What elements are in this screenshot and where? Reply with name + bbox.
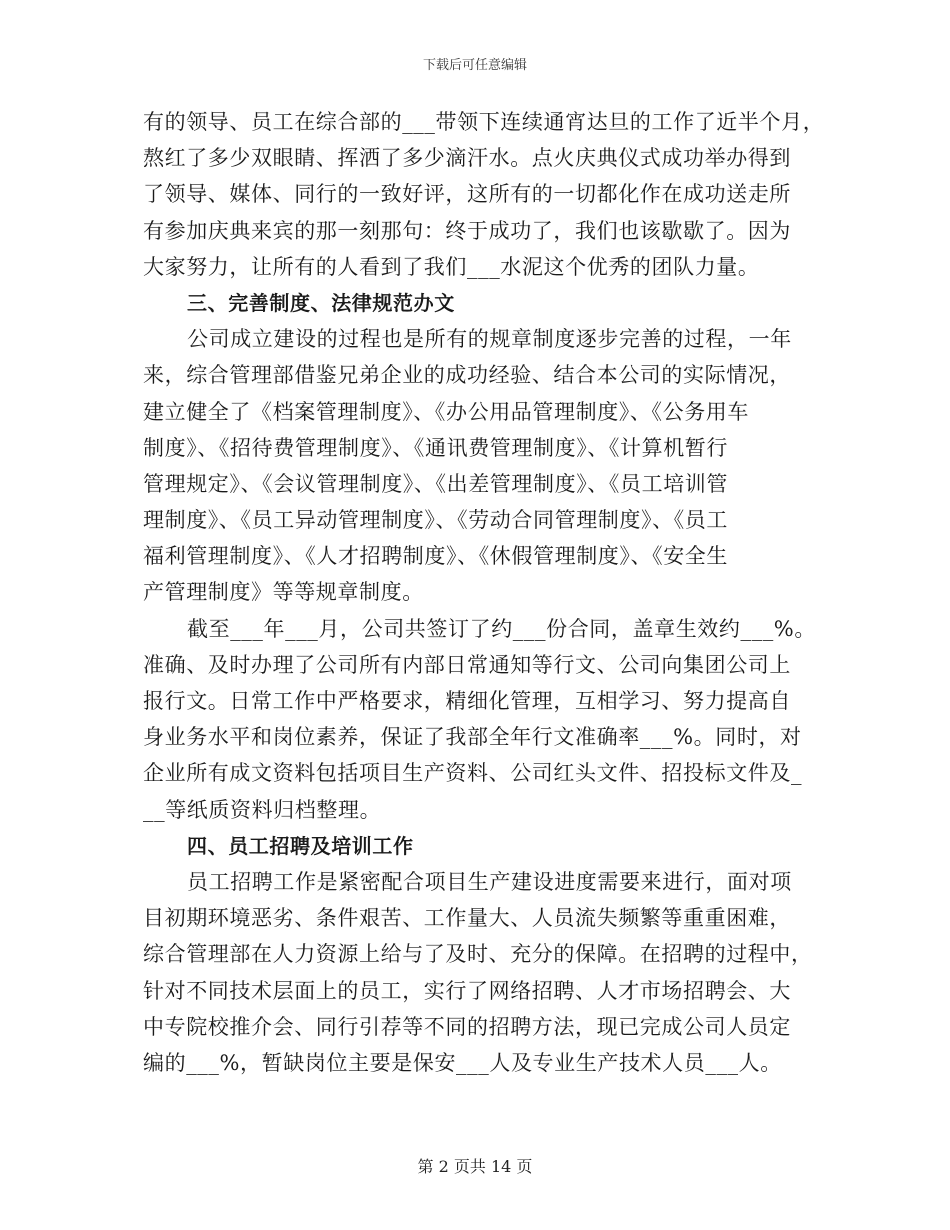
paragraph-line: 公司成立建设的过程也是所有的规章制度逐步完善的过程，一年 bbox=[187, 327, 792, 352]
paragraph-line: 员工招聘工作是紧密配合项目生产建设进度需要来进行，面对项 bbox=[187, 869, 792, 894]
section-heading-3: 三、完善制度、法律规范办文 bbox=[187, 290, 455, 315]
paragraph-line: 企业所有成文资料包括项目生产资料、公司红头文件、招投标文件及_ bbox=[143, 761, 803, 786]
paragraph-line: 准确、及时办理了公司所有内部日常通知等行文、公司向集团公司上 bbox=[143, 652, 791, 677]
paragraph-line: 报行文。日常工作中严格要求，精细化管理，互相学习、努力提高自 bbox=[143, 689, 791, 713]
paragraph-line: 理制度》、《员工异动管理制度》、《劳动合同管理制度》、《员工 bbox=[143, 508, 728, 533]
body-text bbox=[143, 104, 823, 1081]
paragraph-line: 有的领导、员工在综合部的___带领下连续通宵达旦的工作了近半个月， bbox=[143, 110, 825, 134]
paragraph-line: 熬红了多少双眼睛、挥洒了多少滴汗水。点火庆典仪式成功举办得到 bbox=[143, 146, 791, 171]
header-note: 下载后可任意编辑 bbox=[422, 58, 527, 73]
paragraph-line: 有参加庆典来宾的那一刻那句：终于成功了，我们也该歇歇了。因为 bbox=[143, 218, 791, 243]
section-heading-4: 四、员工招聘及培训工作 bbox=[187, 833, 414, 858]
page-number: 第 2 页共 14 页 bbox=[417, 1157, 533, 1176]
paragraph-line: 了领导、媒体、同行的一致好评，这所有的一切都化作在成功送走所 bbox=[143, 182, 791, 207]
paragraph-line: 福利管理制度》、《人才招聘制度》、《休假管理制度》、《安全生 bbox=[143, 544, 728, 569]
paragraph-line: 建立健全了《档案管理制度》、《办公用品管理制度》、《公务用车 bbox=[143, 399, 749, 424]
paragraph-line: 综合管理部在人力资源上给与了及时、充分的保障。在招聘的过程中， bbox=[143, 942, 813, 967]
paragraph-line: 来，综合管理部借鉴兄弟企业的成功经验、结合本公司的实际情况， bbox=[143, 363, 791, 388]
paragraph-line: 目初期环境恶劣、条件艰苦、工作量大、人员流失频繁等重重困难， bbox=[143, 906, 791, 931]
paragraph-line: 制度》、《招待费管理制度》、《通讯费管理制度》、《计算机暂行 bbox=[143, 435, 728, 460]
paragraph-line: __等纸质资料归档整理。 bbox=[143, 797, 382, 822]
paragraph-line: 大家努力，让所有的人看到了我们___水泥这个优秀的团队力量。 bbox=[143, 254, 760, 279]
paragraph-line: 编的___%，暂缺岗位主要是保安___人及专业生产技术人员___人。 bbox=[143, 1050, 782, 1075]
paragraph-line: 身业务水平和岗位素养，保证了我部全年行文准确率___%。同时，对 bbox=[143, 725, 802, 750]
paragraph-line: 截至___年___月，公司共签订了约___份合同，盖章生效约___%。 bbox=[187, 616, 816, 641]
paragraph-line: 针对不同技术层面上的员工，实行了网络招聘、人才市场招聘会、大 bbox=[143, 978, 791, 1003]
paragraph-line: 中专院校推介会、同行引荐等不同的招聘方法，现已完成公司人员定 bbox=[143, 1014, 791, 1039]
paragraph-line: 管理规定》、《会议管理制度》、《出差管理制度》、《员工培训管 bbox=[143, 471, 728, 496]
paragraph-line: 产管理制度》等等规章制度。 bbox=[143, 580, 424, 605]
